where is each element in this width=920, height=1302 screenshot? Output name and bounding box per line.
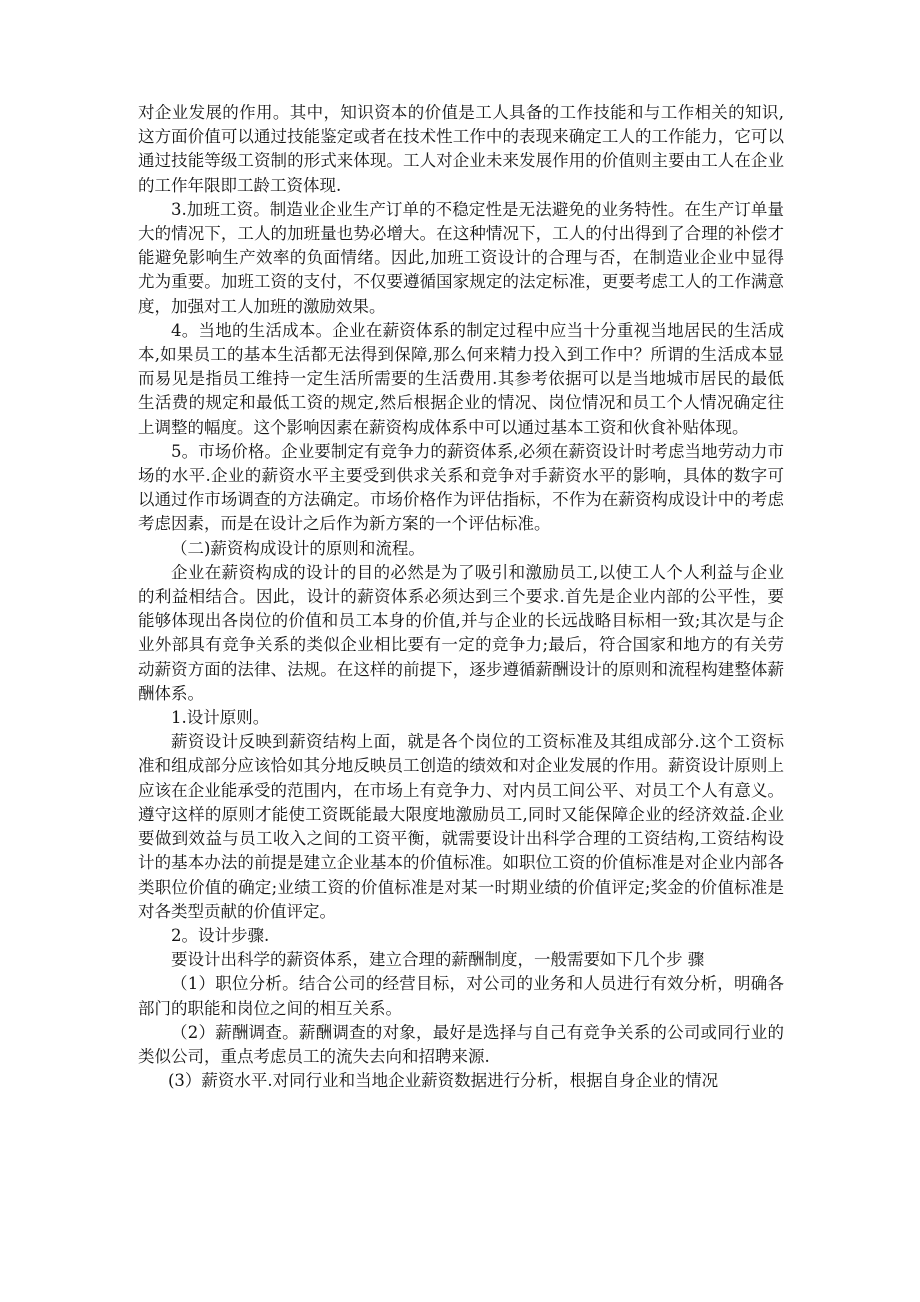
- paragraph-design-purpose: 企业在薪资构成的设计的目的必然是为了吸引和激励员工,以使工人个人利益与企业的利益相结合。因此，设计的薪资体系必须达到三个要求.首先是企业内部的公平性，要能够体现出各岗位的价值和员工本身的价值,并与企业的长远战略目标相一致;其次是与企业外部具有竞争关系的类似企业相比要有一定的竞争力;最后，符合国家和地方的有关劳动薪资方面的法律、法规。在这样的前提下，逐步遵循薪酬设计的原则和流程构建整体薪酬体系。: [138, 562, 784, 703]
- paragraph-design-principles: 薪资设计反映到薪资结构上面，就是各个岗位的工资标准及其组成部分.这个工资标准和组成部分应该恰如其分地反映员工创造的绩效和对企业发展的作用。薪资设计原则上应该在企业能承受的范围内，在市场上有竞争力、对内员工间公平、对员工个人有意义。遵守这样的原则才能使工资既能最大限度地激励员工,同时又能保障企业的经济效益.企业要做到效益与员工收入之间的工资平衡，就需要设计出科学合理的工资结构,工资结构设计的基本办法的前提是建立企业基本的价值标准。如职位工资的价值标准是对企业内部各类职位价值的确定;业绩工资的价值标准是对某一时期业绩的价值评定;奖金的价值标准是对各类型贡献的价值评定。: [138, 732, 784, 921]
- paragraph-step-job-analysis: （1）职位分析。结合公司的经营目标，对公司的业务和人员进行有效分析，明确各部门的职能和岗位之间的相互关系。: [138, 974, 784, 1018]
- section-heading-principles-process: （二)薪资构成设计的原则和流程。: [171, 538, 425, 558]
- paragraph-step-salary-survey: （2）薪酬调查。薪酬调查的对象，最好是选择与自己有竞争关系的公司或同行业的类似公司，重点考虑员工的流失去向和招聘来源.: [138, 1022, 784, 1066]
- paragraph-knowledge-capital: 对企业发展的作用。其中，知识资本的价值是工人具备的工作技能和与工作相关的知识,这方面价值可以通过技能鉴定或者在技术性工作中的表现来确定工人的工作能力，它可以通过技能等级工资制的形式来体现。工人对企业未来发展作用的价值则主要由工人在企业的工作年限即工龄工资体现.: [138, 103, 784, 195]
- paragraph-market-price: 5。市场价格。企业要制定有竞争力的薪资体系,必须在薪资设计时考虑当地劳动力市场的水平.企业的薪资水平主要受到供求关系和竞争对手薪资水平的影响，具体的数字可以通过作市场调查的方法确定。市场价格作为评估指标，不作为在薪资构成设计中的考虑考虑因素，而是在设计之后作为新方案的一个评估标准。: [138, 441, 784, 534]
- subheading-design-steps: 2。设计步骤.: [171, 925, 270, 945]
- document-body: [138, 101, 784, 1093]
- paragraph-living-cost: 4。当地的生活成本。企业在薪资体系的制定过程中应当十分重视当地居民的生活成本,如果员工的基本生活都无法得到保障,那么何来精力投入到工作中？所谓的生活成本显而易见是指员工维持一定生活所需要的生活费用.其参考依据可以是当地城市居民的最低生活费的规定和最低工资的规定,然后根据企业的情况、岗位情况和员工个人情况确定往上调整的幅度。这个影响因素在薪资构成体系中可以通过基本工资和伙食补贴体现。: [138, 320, 784, 437]
- paragraph-overtime-pay: 3.加班工资。制造业企业生产订单的不稳定性是无法避免的业务特性。在生产订单量大的情况下，工人的加班量也势必增大。在这种情况下，工人的付出得到了合理的补偿才能避免影响生产效率的负面情绪。因此,加班工资设计的合理与否，在制造业企业中显得尤为重要。加班工资的支付，不仅要遵循国家规定的法定标准，更要考虑工人的工作满意度，加强对工人加班的激励效果。: [138, 199, 784, 316]
- subheading-design-principles: 1.设计原则。: [171, 708, 270, 728]
- paragraph-step-salary-level: (3）薪资水平.对同行业和当地企业薪资数据进行分析，根据自身企业的情况: [168, 1071, 719, 1091]
- paragraph-steps-intro: 要设计出科学的薪资体系，建立合理的薪酬制度，一般需要如下几个步 骤: [171, 950, 705, 970]
